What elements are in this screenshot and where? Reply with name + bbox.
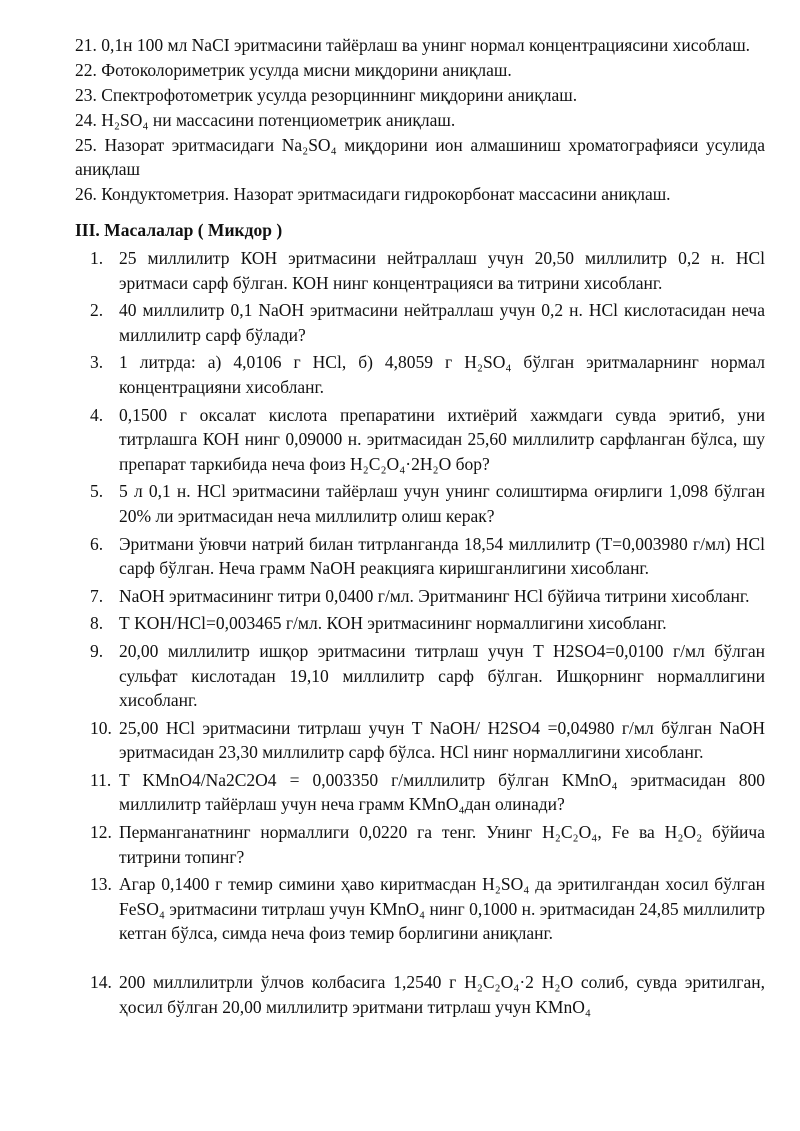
list-item bbox=[75, 639, 765, 713]
list-item bbox=[75, 768, 765, 817]
problem-number: 5. bbox=[90, 481, 104, 502]
problem-number: 1. bbox=[90, 248, 104, 268]
task-21: 21. 0,1н 100 мл NaCI эритмасини тайёрлаш ва унинг нормал концентрациясини хисоблаш. bbox=[75, 35, 751, 55]
task-22: 22. Фотоколориметрик усулда мисни миқдорини аниқлаш. bbox=[75, 60, 512, 80]
problem-text: 40 миллилитр 0,1 NaOH эритмасини нейтраллаш учун 0,2 н. HCl кислотасидан неча миллилитр сарф бўлади? bbox=[119, 300, 765, 345]
list-item bbox=[75, 872, 765, 946]
list-item bbox=[75, 716, 765, 765]
problem-text: 25 миллилитр КОН эритмасини нейтраллаш учун 20,50 миллилитр 0,2 н. HCl эритмаси сарф бўлган. КОН нинг концентрацияси ва титрини хисобланг. bbox=[119, 248, 765, 293]
problem-text: 5 л 0,1 н. HCl эритмасини тайёрлаш учун унинг солиштирма оғирлиги 1,098 бўлган 20% ли эритмасидан неча миллилитр олиш керак? bbox=[119, 481, 765, 526]
list-item bbox=[75, 532, 765, 581]
list-item bbox=[75, 403, 765, 477]
problem-text: 20,00 миллилитр ишқор эритмасини титрлаш учун T H2SO4=0,0100 г/мл бўлган сульфат кислотадан 19,10 миллилитр сарф бўлган. Ишқорнинг нормаллигини хисобланг. bbox=[119, 640, 765, 711]
problem-text: Эритмани ўювчи натрий билан титрланганда 18,54 миллилитр (Т=0,003980 г/мл) HCl сарф бўлган. Неча грамм NaOH реакцияга киришганлигини хисобланг. bbox=[119, 533, 765, 579]
problem-number: 3. bbox=[90, 352, 104, 373]
list-item bbox=[75, 246, 765, 295]
problem-number: 14. bbox=[90, 972, 112, 993]
problem-number: 10. bbox=[90, 717, 112, 738]
list-item bbox=[75, 298, 765, 347]
document-page bbox=[75, 33, 765, 1022]
problem-number: 13. bbox=[90, 874, 112, 895]
problem-number: 8. bbox=[90, 613, 104, 634]
section-title: III. Масалалар ( Микдор ) bbox=[75, 220, 283, 240]
problem-text: Т KOH/HCl=0,003465 г/мл. КОН эритмасининг нормаллигини хисобланг. bbox=[119, 613, 667, 634]
list-item bbox=[75, 479, 765, 528]
problem-text: Агар 0,1400 г темир симини ҳаво киритмасдан H₂SO₄ да эритилгандан хосил бўлган FeSO₄ эритмасини титрлаш учун KMnO₄ нинг 0,1000 н. эритмасидан 24,85 миллилитр кетган бўлса, симда неча фоиз темир борлигини аниқланг. bbox=[119, 874, 765, 944]
problem-number: 6. bbox=[90, 533, 104, 554]
task-26: 26. Кондуктометрия. Назорат эритмасидаги гидрокорбонат массасини аниқлаш. bbox=[75, 184, 671, 204]
list-item bbox=[75, 350, 765, 399]
list-item bbox=[75, 611, 765, 636]
problem-text: NaOH эритмасининг титри 0,0400 г/мл. Эритманинг HCl бўйича титрини хисобланг. bbox=[119, 585, 750, 606]
problem-text: T KMnO4/Na2C2O4 = 0,003350 г/миллилитр бўлган KMnO₄ эритмасидан 800 миллилитр тайёрлаш учун неча грамм KMnO₄дан олинади? bbox=[119, 769, 765, 815]
task-24: 24. H₂SO₄ ни массасини потенциометрик аниқлаш. bbox=[75, 110, 456, 130]
problem-text: 0,1500 г оксалат кислота препаратини ихтиёрий хажмдаги сувда эритиб, уни титрлашга КОН нинг 0,09000 н. эритмасидан 25,60 миллилитр сарфланган бўлса, шу препарат таркибида неча фоиз H₂C₂O₄·2H₂O бор? bbox=[119, 404, 765, 474]
list-item bbox=[75, 584, 765, 609]
list-item bbox=[75, 970, 765, 1019]
task-23: 23. Спектрофотометрик усулда резорциннинг миқдорини аниқлаш. bbox=[75, 85, 578, 105]
problem-list bbox=[75, 246, 765, 1019]
problem-text: 25,00 HCl эритмасини титрлаш учун T NaOH/ H2SO4 =0,04980 г/мл бўлган NaOH эритмасидан 23,30 миллилитр сарф бўлса. HCl нинг нормаллигини хисобланг. bbox=[119, 717, 765, 763]
problem-text: 200 миллилитрли ўлчов колбасига 1,2540 г H₂C₂O₄·2 H₂O солиб, сувда эритилган, ҳосил бўлган 20,00 миллилитр эритмани титрлаш учун KMnO₄ bbox=[119, 972, 765, 1017]
problem-number: 4. bbox=[90, 404, 104, 425]
problem-number: 11. bbox=[90, 769, 112, 790]
problem-text: Перманганатнинг нормаллиги 0,0220 га тенг. Унинг H₂C₂O₄, Fe ва H₂O₂ бўйича титрини топинг? bbox=[119, 822, 765, 867]
task-25: 25. Назорат эритмасидаги Na₂SO₄ миқдорини ион алмашиниш хроматографияси усулида аниқлаш bbox=[75, 135, 765, 179]
problem-number: 2. bbox=[90, 300, 104, 321]
problem-number: 9. bbox=[90, 640, 104, 661]
problem-number: 7. bbox=[90, 585, 104, 606]
list-item bbox=[75, 820, 765, 869]
problem-text: 1 литрда: а) 4,0106 г HCl, б) 4,8059 г H₂SO₄ бўлган эритмаларнинг нормал концентрацияни хисобланг. bbox=[119, 352, 765, 397]
problem-number: 12. bbox=[90, 822, 112, 843]
